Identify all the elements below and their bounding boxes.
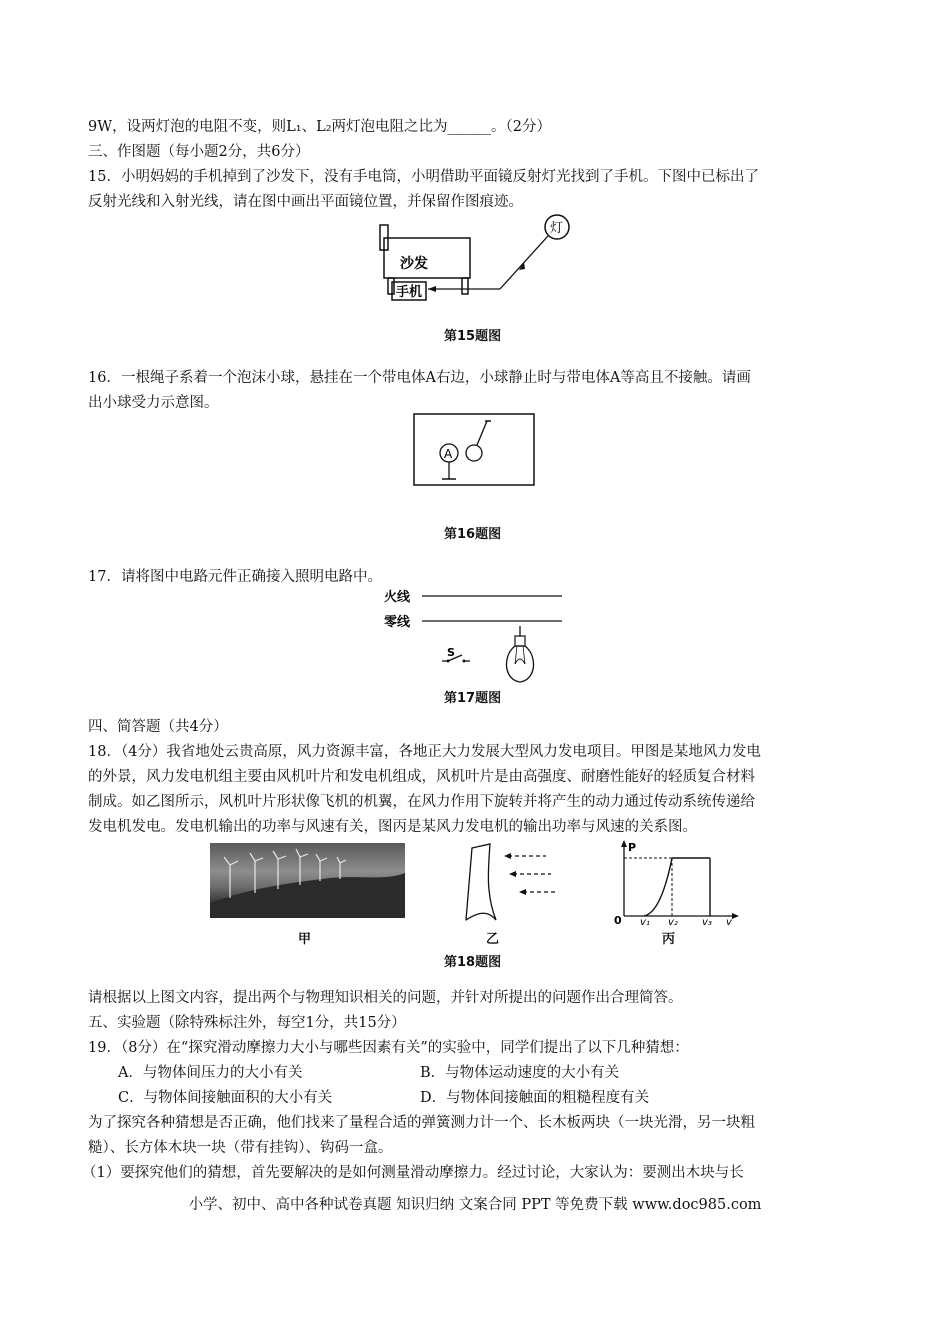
question-18-text: 制成。如乙图所示，风机叶片形状像飞机的机翼，在风力作用下旋转并将产生的动力通过传动系统传递给: [88, 794, 755, 810]
figure-15-caption: 第15题图: [444, 329, 502, 344]
bulb-icon: [506, 626, 533, 682]
question-18-text: 的外景，风力发电机组主要由风机叶片和发电机组成，风机叶片是由高强度、耐磨性能好的轻质复合材料: [88, 769, 755, 785]
question-15-text: 反射光线和入射光线，请在图中画出平面镜位置，并保留作图痕迹。: [88, 194, 523, 210]
question-16-text: 出小球受力示意图。: [88, 395, 219, 411]
question-19-text: 为了探究各种猜想是否正确，他们找来了量程合适的弹簧测力计一个、长木板两块（一块光滑，另一块粗: [88, 1115, 755, 1131]
question-19-text: （1）要探究他们的猜想，首先要解决的是如何测量滑动摩擦力。经过讨论，大家认为：要测出木块与长: [82, 1165, 744, 1181]
body-a-label: A: [444, 447, 453, 461]
option-d: D．与物体间接触面的粗糙程度有关: [420, 1090, 650, 1106]
axis-x-label: v: [726, 917, 732, 926]
option-b: B．与物体运动速度的大小有关: [420, 1065, 620, 1081]
neutral-wire-label: 零线: [384, 615, 411, 630]
page-footer: 小学、初中、高中各种试卷真题 知识归纳 文案合同 PPT 等免费下载 www.doc985.com: [188, 1197, 762, 1213]
v2-label: v₂: [668, 917, 678, 926]
question-19-text: 19．（8分）在“探究滑动摩擦力大小与哪些因素有关”的实验中，同学们提出了以下几种猜想：: [88, 1040, 689, 1056]
question-19-text: 糙）、长方体木块一块（带有挂钩）、钩码一盒。: [88, 1140, 393, 1156]
figure-15-diagram: [370, 210, 585, 305]
section-heading: 四、简答题（共4分）: [88, 719, 228, 735]
figure-17-diagram: [384, 584, 570, 704]
section-heading: 五、实验题（除特殊标注外，每空1分，共15分）: [88, 1015, 406, 1031]
figure-17-caption: 第17题图: [444, 691, 502, 706]
section-heading: 三、作图题（每小题2分，共6分）: [88, 144, 310, 160]
figure-16-caption: 第16题图: [444, 527, 502, 542]
figure-label-b: 乙: [486, 932, 500, 947]
sofa-label: 沙发: [400, 256, 428, 272]
question-18-text: 发电机发电。发电机输出的功率与风速有关，图丙是某风力发电机的输出功率与风速的关系图。: [88, 819, 697, 835]
question-15-text: 15．小明妈妈的手机掉到了沙发下，没有手电筒，小明借助平面镜反射灯光找到了手机。下图中已标出了: [88, 169, 759, 185]
question-17-text: 17．请将图中电路元件正确接入照明电路中。: [88, 569, 382, 585]
switch-label: S: [447, 646, 455, 659]
origin-label: 0: [614, 914, 622, 926]
question-16-text: 16．一根绳子系着一个泡沫小球，悬挂在一个带电体A右边，小球静止时与带电体A等高且不接触。请画: [88, 370, 751, 386]
power-wind-speed-graph: [612, 838, 742, 926]
question-18-text: 请根据以上图文内容，提出两个与物理知识相关的问题，并针对所提出的问题作出合理简答。: [88, 990, 683, 1006]
text-line: 9W，设两灯泡的电阻不变，则L₁、L₂两灯泡电阻之比为______。（2分）: [88, 119, 551, 135]
blade-diagram: [460, 840, 560, 925]
power-curve: [644, 858, 672, 916]
lamp-label: 灯: [550, 221, 564, 236]
live-wire-label: 火线: [384, 590, 411, 605]
option-c: C．与物体间接触面积的大小有关: [118, 1090, 333, 1106]
phone-label: 手机: [396, 285, 423, 300]
figure-label-c: 丙: [662, 932, 676, 947]
question-18-text: 18．（4分）我省地处云贵高原，风力资源丰富，各地正大力发展大型风力发电项目。甲图是某地风力发电: [88, 744, 761, 760]
foam-ball: [466, 445, 482, 461]
axis-y-label: P: [628, 841, 637, 854]
figure-18-caption: 第18题图: [444, 955, 502, 970]
figure-16-diagram: [413, 413, 537, 488]
v3-label: v₃: [702, 917, 712, 926]
v1-label: v₁: [640, 917, 650, 926]
figure-label-a: 甲: [298, 932, 312, 947]
wind-farm-photo: [210, 843, 405, 918]
option-a: A．与物体间压力的大小有关: [118, 1065, 303, 1081]
